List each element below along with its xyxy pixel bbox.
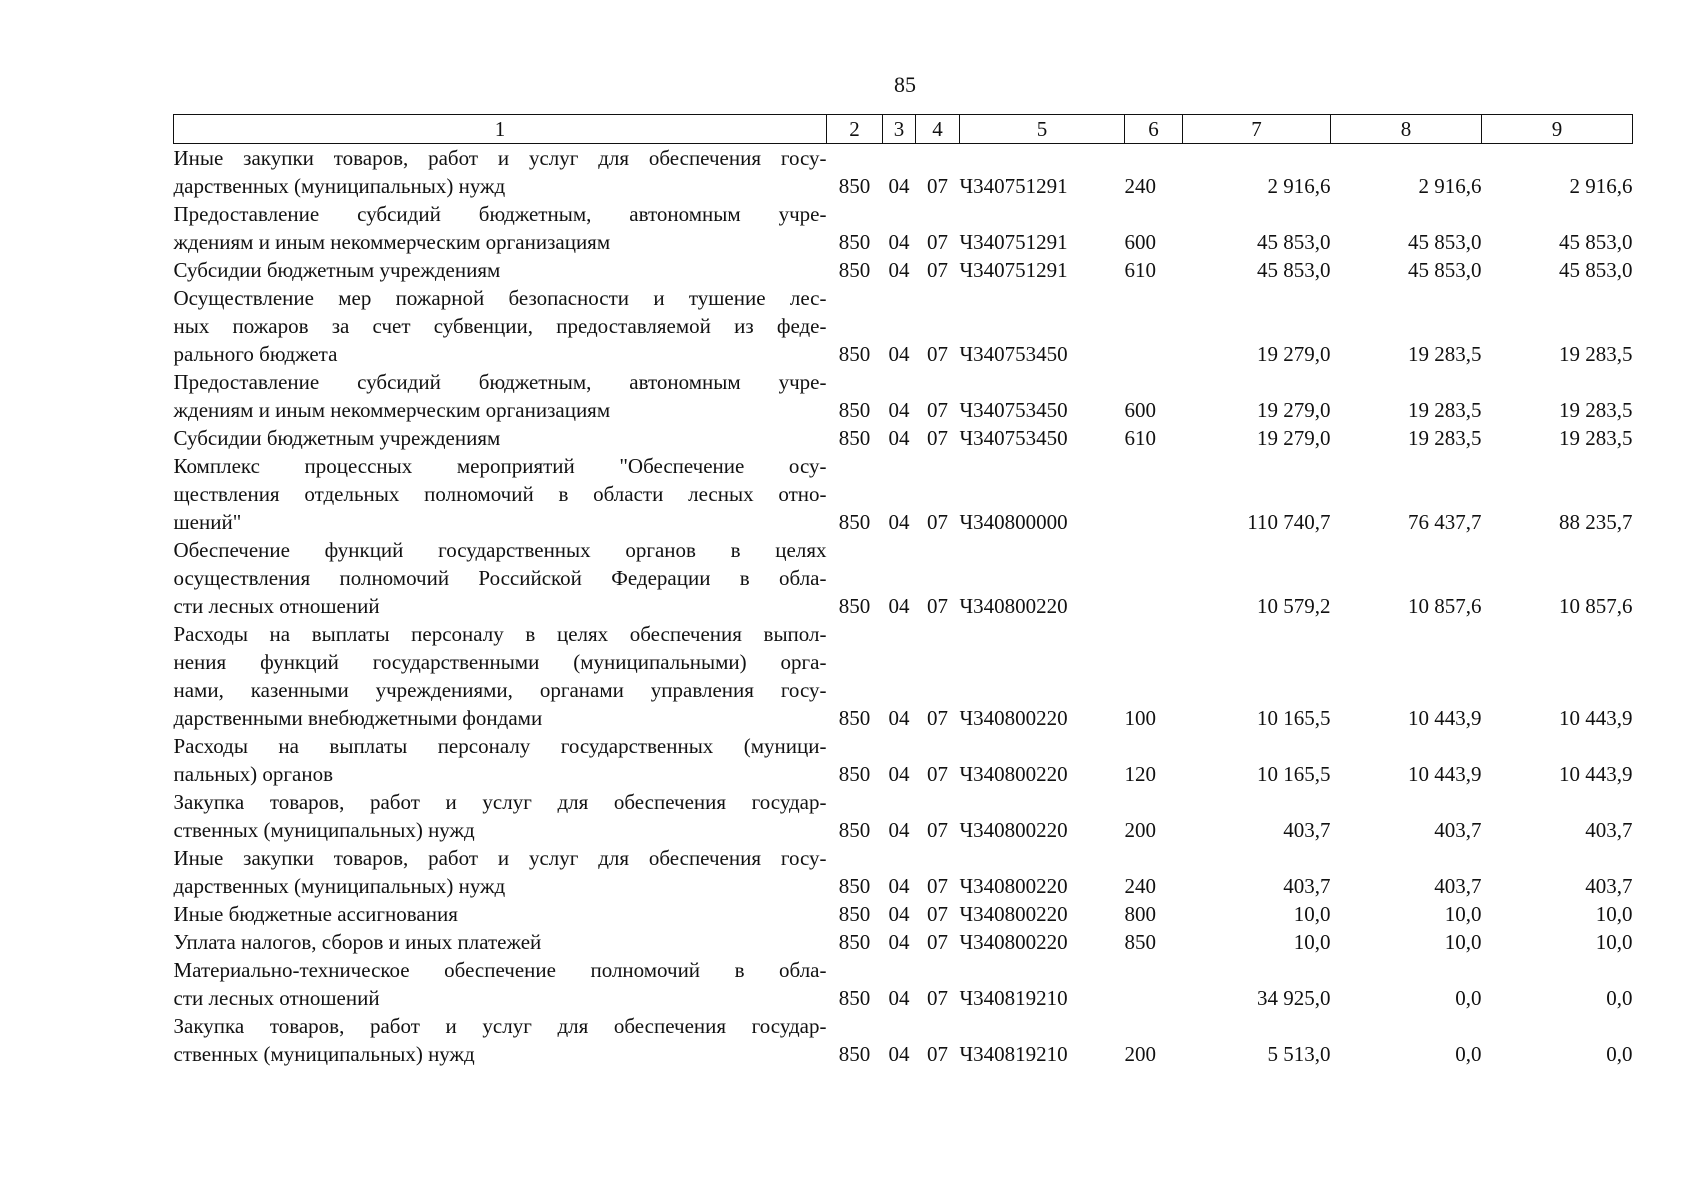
expense-type-code <box>1125 536 1183 620</box>
table-row <box>174 144 1633 201</box>
expense-type-code <box>1125 284 1183 368</box>
amount-year-1: 403,7 <box>1283 874 1331 898</box>
table-row <box>174 900 1633 928</box>
expense-type-code: 800 <box>1124 902 1156 926</box>
target-article-code: Ч340800220 <box>959 594 1068 618</box>
section-code: 850 <box>838 398 871 422</box>
target-article-code: Ч340753450 <box>959 342 1068 366</box>
column-header-3: 3 <box>883 115 916 144</box>
column-header-1: 1 <box>174 115 827 144</box>
target-article-code: Ч340800220 <box>959 874 1068 898</box>
target-article-code: Ч340800220 <box>959 706 1068 730</box>
table-row <box>174 368 1633 424</box>
expense-type-code: 200 <box>1124 1042 1156 1066</box>
table-row <box>174 200 1633 256</box>
amount-year-1: 2 916,6 <box>1267 174 1331 198</box>
description-line: Материально-техническое обеспечение полномочий в обла- <box>173 958 827 982</box>
amount-year-2: 76 437,7 <box>1408 510 1482 534</box>
description-line: Осуществление мер пожарной безопасности и тушение лес- <box>173 286 827 310</box>
table-row <box>174 424 1633 452</box>
expense-type-code: 100 <box>1124 706 1156 730</box>
section-code: 850 <box>838 594 871 618</box>
table-row <box>174 956 1633 1012</box>
paragraph-code: 07 <box>927 818 948 842</box>
amount-year-2: 403,7 <box>1434 818 1482 842</box>
row-description <box>174 284 827 368</box>
description-line: сти лесных отношений <box>173 986 380 1010</box>
description-line: рального бюджета <box>173 342 338 366</box>
amount-year-1: 5 513,0 <box>1267 1042 1331 1066</box>
paragraph-code: 07 <box>927 930 948 954</box>
paragraph-code: 07 <box>927 398 948 422</box>
description-line: осуществления полномочий Российской Федерации в обла- <box>173 566 827 590</box>
subsection-code: 04 <box>888 174 910 198</box>
description-line: Закупка товаров, работ и услуг для обеспечения государ- <box>173 790 827 814</box>
target-article-code: Ч340751291 <box>959 174 1068 198</box>
description-line: ственных (муниципальных) нужд <box>173 1042 475 1066</box>
expense-type-code: 200 <box>1124 818 1156 842</box>
subsection-code: 04 <box>888 230 910 254</box>
expense-type-code <box>1125 956 1183 1012</box>
subsection-code: 04 <box>888 258 910 282</box>
row-description <box>174 256 827 284</box>
row-description <box>174 928 827 956</box>
description-line: ждениям и иным некоммерческим организациям <box>173 398 611 422</box>
paragraph-code: 07 <box>927 902 948 926</box>
column-header-2: 2 <box>827 115 883 144</box>
row-description <box>174 424 827 452</box>
paragraph-code: 07 <box>927 174 948 198</box>
amount-year-3: 2 916,6 <box>1569 174 1633 198</box>
amount-year-3: 45 853,0 <box>1559 230 1633 254</box>
subsection-code: 04 <box>888 594 910 618</box>
description-line: ществления отдельных полномочий в области лесных отно- <box>173 482 827 506</box>
target-article-code: Ч340819210 <box>959 986 1068 1010</box>
description-line: Иные закупки товаров, работ и услуг для обеспечения госу- <box>173 846 827 870</box>
section-code: 850 <box>838 258 871 282</box>
amount-year-3: 19 283,5 <box>1559 342 1633 366</box>
amount-year-1: 110 740,7 <box>1247 510 1331 534</box>
section-code: 850 <box>838 426 871 450</box>
column-header-8: 8 <box>1331 115 1482 144</box>
column-header-5: 5 <box>960 115 1125 144</box>
amount-year-1: 19 279,0 <box>1257 426 1331 450</box>
table-row <box>174 536 1633 620</box>
target-article-code: Ч340800220 <box>959 930 1068 954</box>
row-description <box>174 452 827 536</box>
column-header-6: 6 <box>1125 115 1183 144</box>
amount-year-2: 0,0 <box>1455 986 1482 1010</box>
section-code: 850 <box>838 230 871 254</box>
target-article-code: Ч340800000 <box>959 510 1068 534</box>
description-line: Предоставление субсидий бюджетным, автономным учре- <box>173 202 827 226</box>
target-article-code: Ч340819210 <box>959 1042 1068 1066</box>
amount-year-1: 403,7 <box>1283 818 1331 842</box>
expense-type-code: 850 <box>1124 930 1156 954</box>
description-line: сти лесных отношений <box>173 594 380 618</box>
column-header-4: 4 <box>916 115 960 144</box>
amount-year-2: 10 857,6 <box>1408 594 1482 618</box>
description-line: дарственных (муниципальных) нужд <box>173 874 506 898</box>
description-line: Иные закупки товаров, работ и услуг для обеспечения госу- <box>173 146 827 170</box>
description-line: Расходы на выплаты персоналу государственных (муници- <box>173 734 827 758</box>
expense-type-code: 610 <box>1124 258 1156 282</box>
subsection-code: 04 <box>888 706 910 730</box>
description-line: дарственными внебюджетными фондами <box>173 706 543 730</box>
description-line: шений" <box>173 510 242 534</box>
expense-type-code: 240 <box>1124 874 1156 898</box>
amount-year-3: 45 853,0 <box>1559 258 1633 282</box>
description-line: пальных) органов <box>173 762 333 786</box>
amount-year-1: 34 925,0 <box>1257 986 1331 1010</box>
table-row <box>174 452 1633 536</box>
table-row <box>174 620 1633 732</box>
table-row <box>174 732 1633 788</box>
section-code: 850 <box>838 510 871 534</box>
paragraph-code: 07 <box>927 230 948 254</box>
row-description <box>174 844 827 900</box>
subsection-code: 04 <box>888 930 910 954</box>
amount-year-2: 403,7 <box>1434 874 1482 898</box>
section-code: 850 <box>838 930 871 954</box>
amount-year-1: 19 279,0 <box>1257 342 1331 366</box>
paragraph-code: 07 <box>927 1042 948 1066</box>
subsection-code: 04 <box>888 510 910 534</box>
subsection-code: 04 <box>888 902 910 926</box>
amount-year-2: 45 853,0 <box>1408 230 1482 254</box>
amount-year-3: 0,0 <box>1606 1042 1633 1066</box>
target-article-code: Ч340800220 <box>959 762 1068 786</box>
amount-year-3: 10,0 <box>1595 930 1633 954</box>
paragraph-code: 07 <box>927 342 948 366</box>
description-line: ных пожаров за счет субвенции, предоставляемой из феде- <box>173 314 827 338</box>
row-description <box>174 536 827 620</box>
section-code: 850 <box>838 762 871 786</box>
budget-table <box>173 114 1633 1068</box>
subsection-code: 04 <box>888 426 910 450</box>
target-article-code: Ч340753450 <box>959 398 1068 422</box>
amount-year-1: 45 853,0 <box>1257 230 1331 254</box>
amount-year-3: 88 235,7 <box>1559 510 1633 534</box>
expense-type-code: 120 <box>1124 762 1156 786</box>
paragraph-code: 07 <box>927 594 948 618</box>
page-number: 85 <box>894 72 916 97</box>
amount-year-2: 19 283,5 <box>1408 342 1482 366</box>
amount-year-3: 19 283,5 <box>1559 398 1633 422</box>
description-line: ждениям и иным некоммерческим организациям <box>173 230 611 254</box>
expense-type-code: 600 <box>1124 398 1156 422</box>
section-code: 850 <box>838 986 871 1010</box>
row-description <box>174 368 827 424</box>
row-description <box>174 788 827 844</box>
section-code: 850 <box>838 874 871 898</box>
amount-year-2: 19 283,5 <box>1408 426 1482 450</box>
amount-year-1: 19 279,0 <box>1257 398 1331 422</box>
section-code: 850 <box>838 1042 871 1066</box>
description-line: Уплата налогов, сборов и иных платежей <box>173 930 542 954</box>
subsection-code: 04 <box>888 818 910 842</box>
expense-type-code: 240 <box>1124 174 1156 198</box>
amount-year-3: 403,7 <box>1585 874 1633 898</box>
paragraph-code: 07 <box>927 258 948 282</box>
paragraph-code: 07 <box>927 874 948 898</box>
subsection-code: 04 <box>888 762 910 786</box>
row-description <box>174 620 827 732</box>
amount-year-1: 10 165,5 <box>1257 762 1331 786</box>
amount-year-3: 10 857,6 <box>1559 594 1633 618</box>
description-line: Субсидии бюджетным учреждениям <box>173 426 501 450</box>
description-line: дарственных (муниципальных) нужд <box>173 174 506 198</box>
subsection-code: 04 <box>888 874 910 898</box>
subsection-code: 04 <box>888 342 910 366</box>
amount-year-1: 10,0 <box>1293 902 1331 926</box>
table-row <box>174 1012 1633 1068</box>
target-article-code: Ч340800220 <box>959 902 1068 926</box>
amount-year-2: 0,0 <box>1455 1042 1482 1066</box>
amount-year-3: 19 283,5 <box>1559 426 1633 450</box>
table-row <box>174 256 1633 284</box>
subsection-code: 04 <box>888 1042 910 1066</box>
subsection-code: 04 <box>888 398 910 422</box>
row-description <box>174 1012 827 1068</box>
expense-type-code <box>1125 452 1183 536</box>
description-line: Предоставление субсидий бюджетным, автономным учре- <box>173 370 827 394</box>
description-line: Закупка товаров, работ и услуг для обеспечения государ- <box>173 1014 827 1038</box>
amount-year-1: 10,0 <box>1293 930 1331 954</box>
table-body <box>174 144 1633 1069</box>
table-row <box>174 844 1633 900</box>
amount-year-2: 2 916,6 <box>1418 174 1482 198</box>
header-row <box>174 115 1633 144</box>
section-code: 850 <box>838 174 871 198</box>
amount-year-3: 10,0 <box>1595 902 1633 926</box>
paragraph-code: 07 <box>927 706 948 730</box>
target-article-code: Ч340751291 <box>959 258 1068 282</box>
expense-type-code: 610 <box>1124 426 1156 450</box>
description-line: нения функций государственными (муниципальными) орга- <box>173 650 827 674</box>
amount-year-2: 10,0 <box>1444 902 1482 926</box>
paragraph-code: 07 <box>927 986 948 1010</box>
row-description <box>174 732 827 788</box>
target-article-code: Ч340751291 <box>959 230 1068 254</box>
expense-type-code: 600 <box>1124 230 1156 254</box>
section-code: 850 <box>838 818 871 842</box>
column-header-9: 9 <box>1482 115 1633 144</box>
row-description <box>174 144 827 201</box>
section-code: 850 <box>838 706 871 730</box>
description-line: Обеспечение функций государственных органов в целях <box>173 538 827 562</box>
row-description <box>174 200 827 256</box>
amount-year-1: 10 579,2 <box>1257 594 1331 618</box>
amount-year-2: 10 443,9 <box>1408 706 1482 730</box>
section-code: 850 <box>838 342 871 366</box>
description-line: Иные бюджетные ассигнования <box>173 902 458 926</box>
row-description <box>174 956 827 1012</box>
amount-year-3: 10 443,9 <box>1559 706 1633 730</box>
paragraph-code: 07 <box>927 510 948 534</box>
description-line: нами, казенными учреждениями, органами управления госу- <box>173 678 827 702</box>
description-line: Субсидии бюджетным учреждениям <box>173 258 501 282</box>
target-article-code: Ч340800220 <box>959 818 1068 842</box>
row-description <box>174 900 827 928</box>
description-line: Расходы на выплаты персоналу в целях обеспечения выпол- <box>173 622 827 646</box>
amount-year-2: 45 853,0 <box>1408 258 1482 282</box>
description-line: ственных (муниципальных) нужд <box>173 818 475 842</box>
amount-year-2: 19 283,5 <box>1408 398 1482 422</box>
amount-year-3: 403,7 <box>1585 818 1633 842</box>
paragraph-code: 07 <box>927 426 948 450</box>
target-article-code: Ч340753450 <box>959 426 1068 450</box>
table-row <box>174 788 1633 844</box>
amount-year-1: 10 165,5 <box>1257 706 1331 730</box>
amount-year-2: 10 443,9 <box>1408 762 1482 786</box>
amount-year-2: 10,0 <box>1444 930 1482 954</box>
subsection-code: 04 <box>888 986 910 1010</box>
amount-year-3: 0,0 <box>1606 986 1633 1010</box>
paragraph-code: 07 <box>927 762 948 786</box>
description-line: Комплекс процессных мероприятий "Обеспечение осу- <box>173 454 827 478</box>
table-row <box>174 928 1633 956</box>
amount-year-1: 45 853,0 <box>1257 258 1331 282</box>
table-row <box>174 284 1633 368</box>
section-code: 850 <box>838 902 871 926</box>
column-header-7: 7 <box>1183 115 1331 144</box>
amount-year-3: 10 443,9 <box>1559 762 1633 786</box>
